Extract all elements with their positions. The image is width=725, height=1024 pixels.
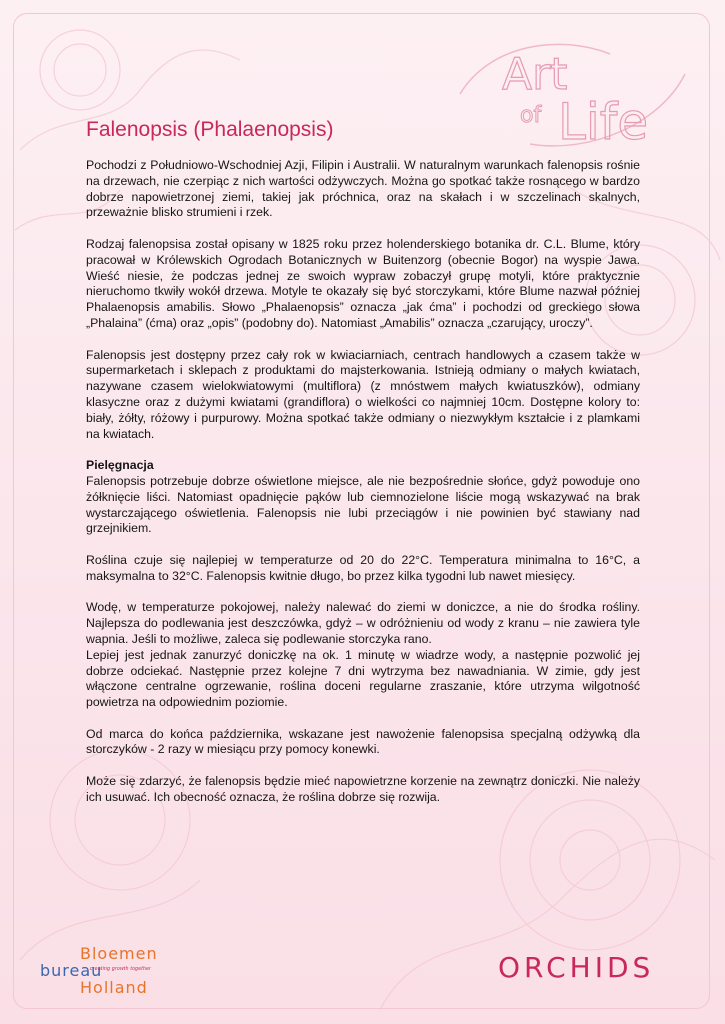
paragraph-availability: Falenopsis jest dostępny przez cały rok w kwiaciarniach, centrach handlowych a czasem także w supermarketach i sklepach z produktami do majsterkowania. Istnieją odmiany o małych kwiatach, nazywane czasem wielokwiatowymi (multiflora) (z mnóstwem małych kwiatuszków), odmiany klasyczne oraz z dużymi kwiatami (grandiflora) o wielkości co najmniej 10cm. Dostępne kolory to: biały, żółty, różowy i purpurowy. Można spotkać także odmiany o niezwykłym kształcie i z plamkami na kwiatach. [86, 347, 640, 441]
article-body [86, 158, 640, 821]
logo-life-text: Life [558, 93, 649, 151]
bloemenbureau-logo [40, 944, 200, 997]
paragraph-history: Rodzaj falenopsisa został opisany w 1825 roku przez holenderskiego botanika dr. C.L. Blume, który pracował w Królewskich Ogrodach Botanicznych w Buitenzorg (obecnie Bogor) na wyspie Jawa. Wieść niesie, że podczas jednej ze swoich wypraw zobaczył grupę motyli, które praktycznie nieruchomo tkwiły wokół drzewa. Motyle te okazały się być storczykami, które Blume nazwał później Phalaenopsis amabilis. Słowo „Phalaenopsis” oznacza „jak ćma” i pochodzi od greckiego słowa „Phalaina” (ćma) oraz „opis” (podobny do). Natomiast „Amabilis” oznacza „czarujący, uroczy”. [86, 236, 640, 330]
logo-of-text: of [520, 103, 542, 128]
paragraph-origin: Pochodzi z Południowo-Wschodniej Azji, Filipin i Australii. W naturalnym warunkach falenopsis rośnie na drzewach, nie czerpiąc z nich wartości odżywczych. Można go spotkać także rosnącego w bardzo dobrze napowietrzonej ziemi, takiej jak próchnica, oraz na skałach i w szczelinach skalnych, przeważnie blisko strumieni i rzek. [86, 158, 640, 220]
logo-art-text: Art [502, 49, 568, 100]
paragraph-watering: Wodę, w temperaturze pokojowej, należy nalewać do ziemi w doniczce, a nie do środka rośliny. Najlepsza do podlewania jest deszczówka, gdyż – w odróżnieniu od wody z kranu – nie zawiera tyle wapnia. Jeśli to możliwe, zaleca się podlewanie storczyka rano. [86, 600, 640, 646]
art-of-life-logo [450, 34, 695, 154]
paragraph-fertilizing: Od marca do końca października, wskazane jest nawożenie falenopsisa specjalną odżywką dla storczyków - 2 razy w miesiącu przy pomocy konewki. [86, 726, 640, 757]
paragraph-soaking: Lepiej jest jednak zanurzyć doniczkę na ok. 1 minutę w wiadrze wody, a następnie pozwolić jej dobrze odciekać. Następnie przez kolejne 7 dni wytrzyma bez nawadniania. W zimie, gdy jest włączone centralne ogrzewanie, roślina doceni regularne zraszanie, które utrzyma wilgotność powietrza na odpowiednim poziomie. [86, 647, 640, 710]
orchids-wordmark: ORCHIDS [498, 951, 655, 984]
paragraph-roots: Może się zdarzyć, że falenopsis będzie mieć napowietrzne korzenie na zewnątrz doniczki. Nie należy ich usuwać. Ich obecność oznacza, że roślina dobrze się rozwija. [86, 774, 640, 804]
paragraph-temperature: Roślina czuje się najlepiej w temperaturze od 20 do 22°C. Temperatura minimalna to 16°C, a maksymalna to 32°C. Falenopsis kwitnie długo, bo przez kilka tygodni lub nawet miesięcy. [86, 552, 640, 583]
bb-logo-line2: bureau [40, 961, 103, 980]
care-section [86, 458, 640, 537]
bb-logo-line3: Holland [80, 978, 148, 997]
bb-logo-line1: Bloemen [80, 944, 158, 963]
page-title: Falenopsis (Phalaenopsis) [86, 118, 334, 141]
paragraph-light: Falenopsis potrzebuje dobrze oświetlone miejsce, ale nie bezpośrednie słońce, gdyż powoduje ono żółknięcie liści. Natomiast opadnięcie pąków lub ciemnozielone liście mogą wskazywać na brak wystarczającego oświetlenia. Falenopsis nie lubi przeciągów i nie powinien być stawiany nad grzejnikiem. [86, 473, 640, 536]
bb-logo-tagline: creating growth together [90, 966, 152, 972]
care-heading: Pielęgnacja [86, 458, 154, 473]
